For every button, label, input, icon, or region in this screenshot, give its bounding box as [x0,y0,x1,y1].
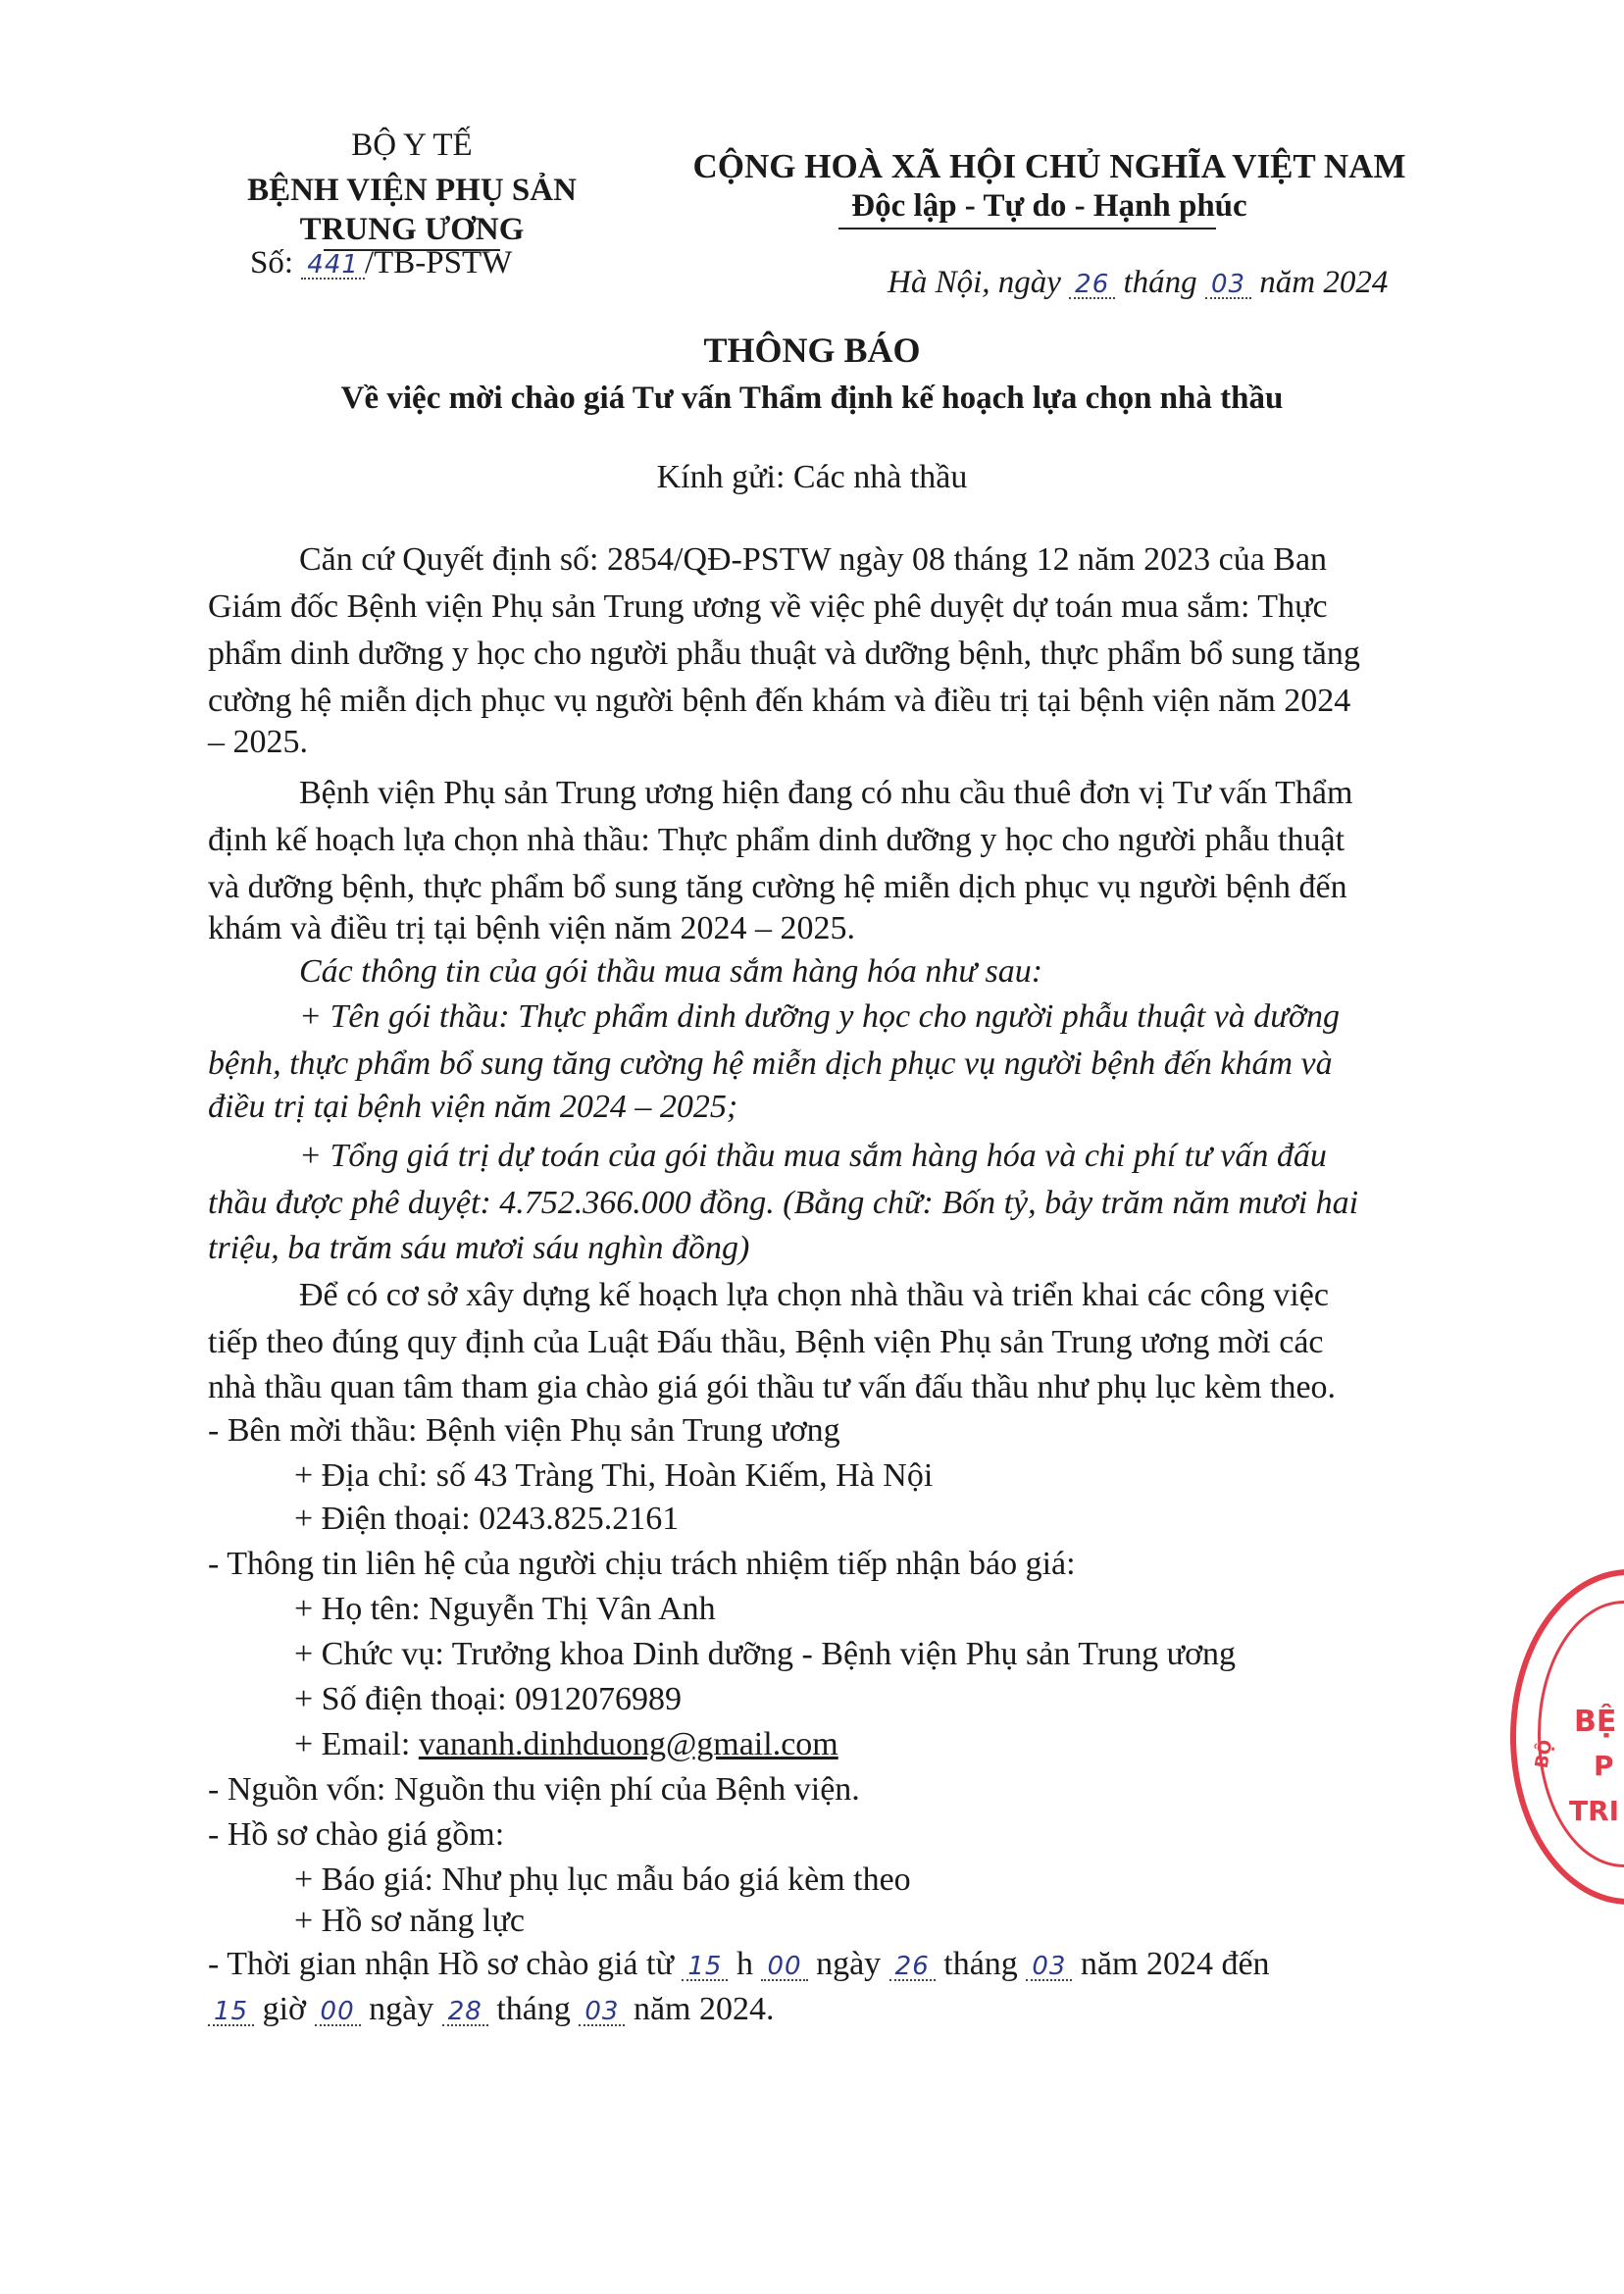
deadline-from-day: 26 [889,1954,936,1981]
body-line-25: + Chức vụ: Trưởng khoa Dinh dưỡng - Bệnh viện Phụ sản Trung ương [294,1636,1237,1672]
document-number [250,245,512,281]
body-line-26: + Số điện thoại: 0912076989 [294,1681,683,1717]
deadline-line-1 [208,1946,1270,1983]
deadline-to-month: 03 [579,1999,625,2026]
body-line-30: + Báo giá: Như phụ lục mẫu báo giá kèm theo [294,1861,911,1898]
motto: Độc lập - Tự do - Hạnh phúc [851,188,1247,224]
body-line-15: thầu được phê duyệt: 4.752.366.000 đồng. (Bằng chữ: Bốn tỷ, bảy trăm năm mươi hai [208,1185,1359,1221]
body-line-23: - Thông tin liên hệ của người chịu trách nhiệm tiếp nhận báo giá: [208,1546,1076,1582]
body-line-28: - Nguồn vốn: Nguồn thu viện phí của Bệnh viện. [208,1771,860,1808]
deadline-from-minute: 00 [761,1954,807,1981]
deadline-month-label: tháng [943,1946,1018,1982]
deadline-day-label-2: ngày [369,1991,434,2027]
hospital-name-line1: BỆNH VIỆN PHỤ SẢN [247,173,577,208]
body-line-11: + Tên gói thầu: Thực phẩm dinh dưỡng y học cho người phẫu thuật và dưỡng [299,998,1340,1035]
email-line [294,1726,838,1763]
body-line-10: Các thông tin của gói thầu mua sắm hàng hóa như sau: [299,953,1043,990]
email-label: + Email: [294,1726,411,1762]
stamp-text-1: BỆ [1574,1705,1617,1739]
body-line-29: - Hồ sơ chào giá gồm: [208,1816,505,1853]
email-link[interactable]: vananh.dinhduong@gmail.com [418,1726,838,1762]
body-line-13: điều trị tại bệnh viện năm 2024 – 2025; [208,1089,738,1125]
deadline-year-end: năm 2024. [633,1991,775,2027]
deadline-line1-suffix: năm 2024 đến [1080,1946,1270,1982]
number-suffix: /TB-PSTW [364,245,513,280]
body-line-19: nhà thầu quan tâm tham gia chào giá gói thầu tư vấn đấu thầu như phụ lục kèm theo. [208,1369,1337,1405]
body-line-8: và dưỡng bệnh, thực phẩm bổ sung tăng cường hệ miễn dịch phục vụ người bệnh đến [208,869,1347,905]
deadline-line-2 [208,1991,775,2028]
body-line-7: định kế hoạch lựa chọn nhà thầu: Thực phẩm dinh dưỡng y học cho người phẫu thuật [208,822,1345,858]
body-line-9: khám và điều trị tại bệnh viện năm 2024 – 2025. [208,910,856,946]
body-line-21: + Địa chỉ: số 43 Tràng Thi, Hoàn Kiếm, Hà Nội [294,1457,934,1494]
date-year: năm 2024 [1259,265,1389,300]
deadline-day-label: ngày [816,1946,882,1982]
body-line-6: Bệnh viện Phụ sản Trung ương hiện đang có nhu cầu thuê đơn vị Tư vấn Thẩm [299,775,1353,811]
body-line-31: + Hồ sơ năng lực [294,1903,525,1939]
body-line-17: Để có cơ sở xây dựng kế hoạch lựa chọn nhà thầu và triển khai các công việc [299,1277,1329,1313]
date-prefix: Hà Nội, ngày [888,265,1061,300]
body-line-4: cường hệ miễn dịch phục vụ người bệnh đến khám và điều trị tại bệnh viện năm 2024 [208,683,1351,719]
number-prefix: Số: [250,245,294,280]
date-month: 03 [1205,272,1251,299]
body-line-12: bệnh, thực phẩm bổ sung tăng cường hệ miễn dịch phục vụ người bệnh đến khám và [208,1045,1333,1082]
body-line-3: phẩm dinh dưỡng y học cho người phẫu thuật và dưỡng bệnh, thực phẩm bổ sung tăng [208,636,1360,672]
date-month-label: tháng [1123,265,1197,300]
body-line-5: – 2025. [208,724,308,760]
document-subtitle: Về việc mời chào giá Tư vấn Thẩm định kế hoạch lựa chọn nhà thầu [340,381,1284,416]
ministry-name: BỘ Y TẾ [351,127,473,163]
body-line-18: tiếp theo đúng quy định của Luật Đấu thầu, Bệnh viện Phụ sản Trung ương mời các [208,1324,1324,1360]
body-line-22: + Điện thoại: 0243.825.2161 [294,1501,680,1537]
deadline-from-month: 03 [1026,1954,1072,1981]
body-line-14: + Tổng giá trị dự toán của gói thầu mua sắm hàng hóa và chi phí tư vấn đấu [299,1138,1327,1174]
deadline-prefix: - Thời gian nhận Hồ sơ chào giá từ [208,1946,674,1982]
country-name: CỘNG HOÀ XÃ HỘI CHỦ NGHĨA VIỆT NAM [692,147,1406,185]
deadline-from-hour: 15 [682,1954,728,1981]
body-line-16: triệu, ba trăm sáu mươi sáu nghìn đồng) [208,1230,750,1266]
deadline-to-minute: 00 [315,1999,361,2026]
deadline-to-hour: 15 [208,1999,254,2026]
hospital-name-line2: TRUNG ƯƠNG [299,212,525,247]
date-day: 26 [1069,272,1115,299]
number-handwritten: 441 [301,252,365,280]
stamp-text-2: P [1594,1750,1614,1782]
body-line-24: + Họ tên: Nguyễn Thị Vân Anh [294,1591,716,1627]
body-line-1: Căn cứ Quyết định số: 2854/QĐ-PSTW ngày 08 tháng 12 năm 2023 của Ban [299,541,1328,578]
stamp-text-4: BỘ [1531,1738,1557,1770]
stamp-text-3: TRI [1569,1795,1620,1827]
deadline-month-label-2: tháng [496,1991,571,2027]
deadline-to-day: 28 [442,1999,488,2026]
motto-underline [838,228,1216,229]
body-line-2: Giám đốc Bệnh viện Phụ sản Trung ương về việc phê duyệt dự toán mua sắm: Thực [208,588,1328,625]
date-line [888,265,1388,301]
deadline-h-label: h [736,1946,753,1982]
body-line-20: - Bên mời thầu: Bệnh viện Phụ sản Trung ương [208,1412,840,1449]
recipient: Kính gửi: Các nhà thầu [656,459,968,495]
deadline-hour-label: giờ [262,1991,307,2027]
document-title: THÔNG BÁO [703,331,921,370]
